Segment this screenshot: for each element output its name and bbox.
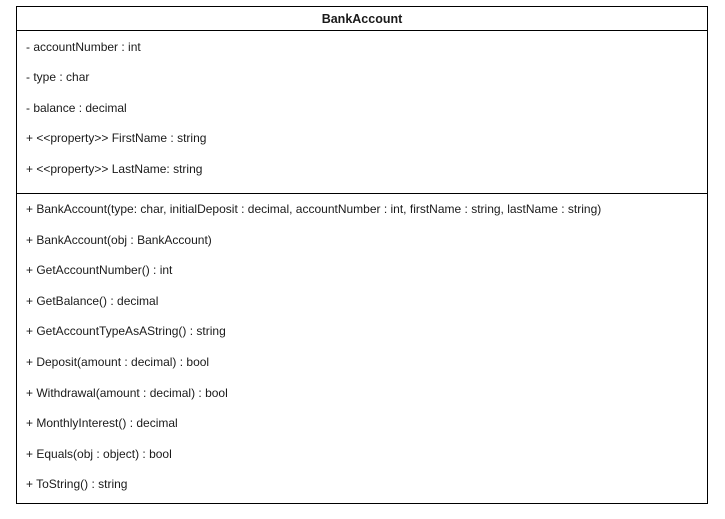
attribute-type: - type : char bbox=[26, 70, 90, 85]
operation-monthly-interest: + MonthlyInterest() : decimal bbox=[26, 416, 178, 431]
attribute-first-name: + <<property>> FirstName : string bbox=[26, 131, 207, 146]
uml-class-box bbox=[16, 6, 708, 504]
operation-get-account-type: + GetAccountTypeAsAString() : string bbox=[26, 324, 226, 339]
operation-deposit: + Deposit(amount : decimal) : bool bbox=[26, 354, 210, 369]
operation-get-balance: + GetBalance() : decimal bbox=[26, 293, 159, 308]
operation-constructor-full: + BankAccount(type: char, initialDeposit : decimal, accountNumber : int, firstName : string, lastName : string) bbox=[26, 202, 602, 216]
attribute-last-name: + <<property>> LastName: string bbox=[26, 161, 203, 176]
operation-get-account-number: + GetAccountNumber() : int bbox=[26, 263, 173, 278]
class-name: BankAccount bbox=[17, 7, 707, 31]
operation-equals: + Equals(obj : object) : bool bbox=[26, 446, 172, 461]
operation-to-string: + ToString() : string bbox=[26, 477, 128, 492]
attribute-account-number: - accountNumber : int bbox=[26, 40, 141, 54]
attribute-balance: - balance : decimal bbox=[26, 100, 127, 115]
attributes-compartment bbox=[17, 31, 707, 194]
operation-constructor-copy: + BankAccount(obj : BankAccount) bbox=[26, 232, 212, 247]
operation-withdrawal: + Withdrawal(amount : decimal) : bool bbox=[26, 385, 228, 400]
operations-compartment bbox=[17, 194, 707, 500]
